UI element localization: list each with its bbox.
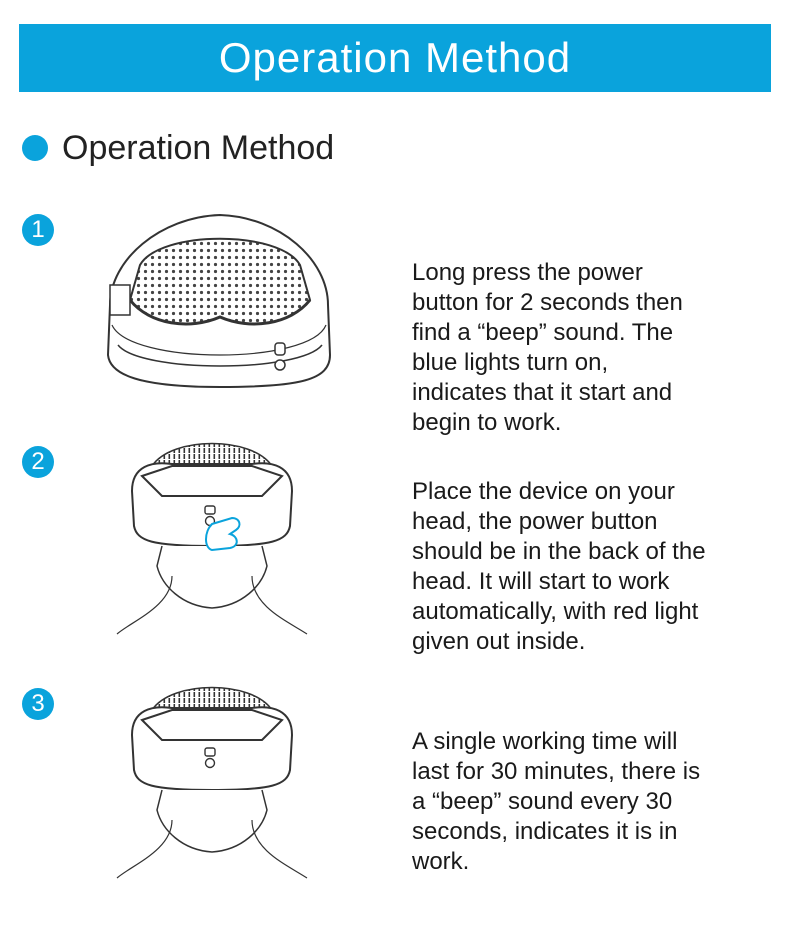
page-banner: Operation Method <box>19 24 771 92</box>
step-3-description: A single working time will last for 30 minutes, there is a “beep” sound every 30 seconds, indicates it is in work. <box>412 728 701 875</box>
section-title: Operation Method <box>62 128 335 167</box>
step-1-number: 1 <box>22 214 54 246</box>
section-heading <box>22 123 334 173</box>
helmet-on-head-working-icon <box>112 680 312 880</box>
step-2-description: Place the device on your head, the power button should be in the back of the head. It will start to work automatically, with red light given out inside. <box>412 478 706 655</box>
step-2-number: 2 <box>22 446 54 478</box>
helmet-on-head-press-button-icon <box>112 436 312 636</box>
step-1-description: Long press the power button for 2 seconds then find a “beep” sound. The blue lights turn on, indicates that it start and begin to work. <box>412 259 683 436</box>
step-3-number: 3 <box>22 688 54 720</box>
bullet-dot-icon <box>22 135 48 161</box>
helmet-front-view-icon <box>100 205 340 395</box>
